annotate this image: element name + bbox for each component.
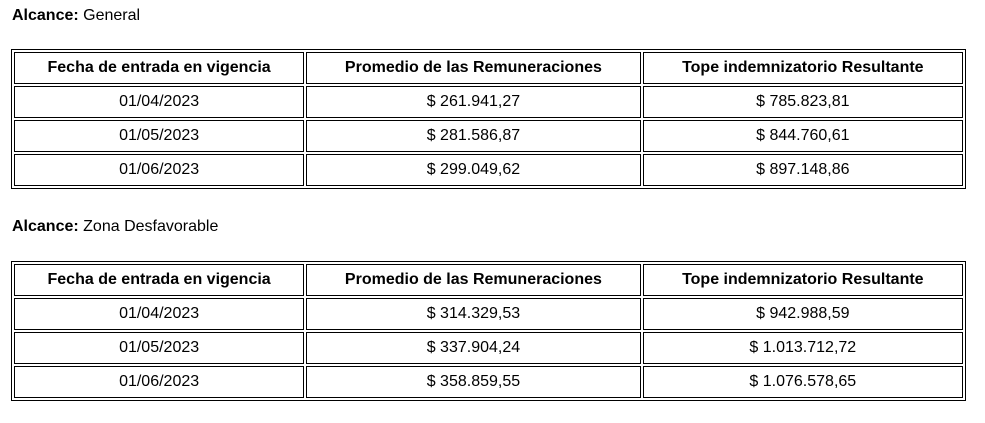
cell-tope: $ 1.076.578,65: [643, 366, 963, 398]
cell-fecha: 01/06/2023: [14, 366, 304, 398]
header-promedio: Promedio de las Remuneraciones: [306, 52, 640, 84]
table-header-row: [14, 52, 963, 84]
cell-promedio: $ 358.859,55: [306, 366, 640, 398]
cell-promedio: $ 337.904,24: [306, 332, 640, 364]
table-row: [14, 366, 963, 398]
table-row: [14, 120, 963, 152]
alcance-label: Alcance:: [12, 7, 79, 24]
alcance-heading-general: [12, 6, 140, 26]
cell-tope: $ 942.988,59: [643, 298, 963, 330]
alcance-value: Zona Desfavorable: [78, 218, 219, 235]
header-fecha: Fecha de entrada en vigencia: [14, 264, 304, 296]
cell-fecha: 01/06/2023: [14, 154, 304, 186]
cell-fecha: 01/04/2023: [14, 86, 304, 118]
tope-table-zona-desfavorable: [11, 261, 966, 401]
cell-tope: $ 897.148,86: [643, 154, 963, 186]
table-row: [14, 154, 963, 186]
cell-tope: $ 785.823,81: [643, 86, 963, 118]
cell-fecha: 01/05/2023: [14, 120, 304, 152]
header-fecha: Fecha de entrada en vigencia: [14, 52, 304, 84]
alcance-label: Alcance:: [12, 218, 79, 235]
alcance-value: General: [78, 7, 141, 24]
header-tope: Tope indemnizatorio Resultante: [643, 52, 963, 84]
cell-tope: $ 844.760,61: [643, 120, 963, 152]
table-row: [14, 298, 963, 330]
table-row: [14, 86, 963, 118]
table-header-row: [14, 264, 963, 296]
cell-promedio: $ 299.049,62: [306, 154, 640, 186]
header-promedio: Promedio de las Remuneraciones: [306, 264, 640, 296]
table-row: [14, 332, 963, 364]
tope-table-general: [11, 49, 966, 189]
cell-promedio: $ 314.329,53: [306, 298, 640, 330]
header-tope: Tope indemnizatorio Resultante: [643, 264, 963, 296]
cell-promedio: $ 281.586,87: [306, 120, 640, 152]
cell-tope: $ 1.013.712,72: [643, 332, 963, 364]
cell-fecha: 01/04/2023: [14, 298, 304, 330]
cell-fecha: 01/05/2023: [14, 332, 304, 364]
cell-promedio: $ 261.941,27: [306, 86, 640, 118]
alcance-heading-zona-desfavorable: [12, 217, 218, 237]
